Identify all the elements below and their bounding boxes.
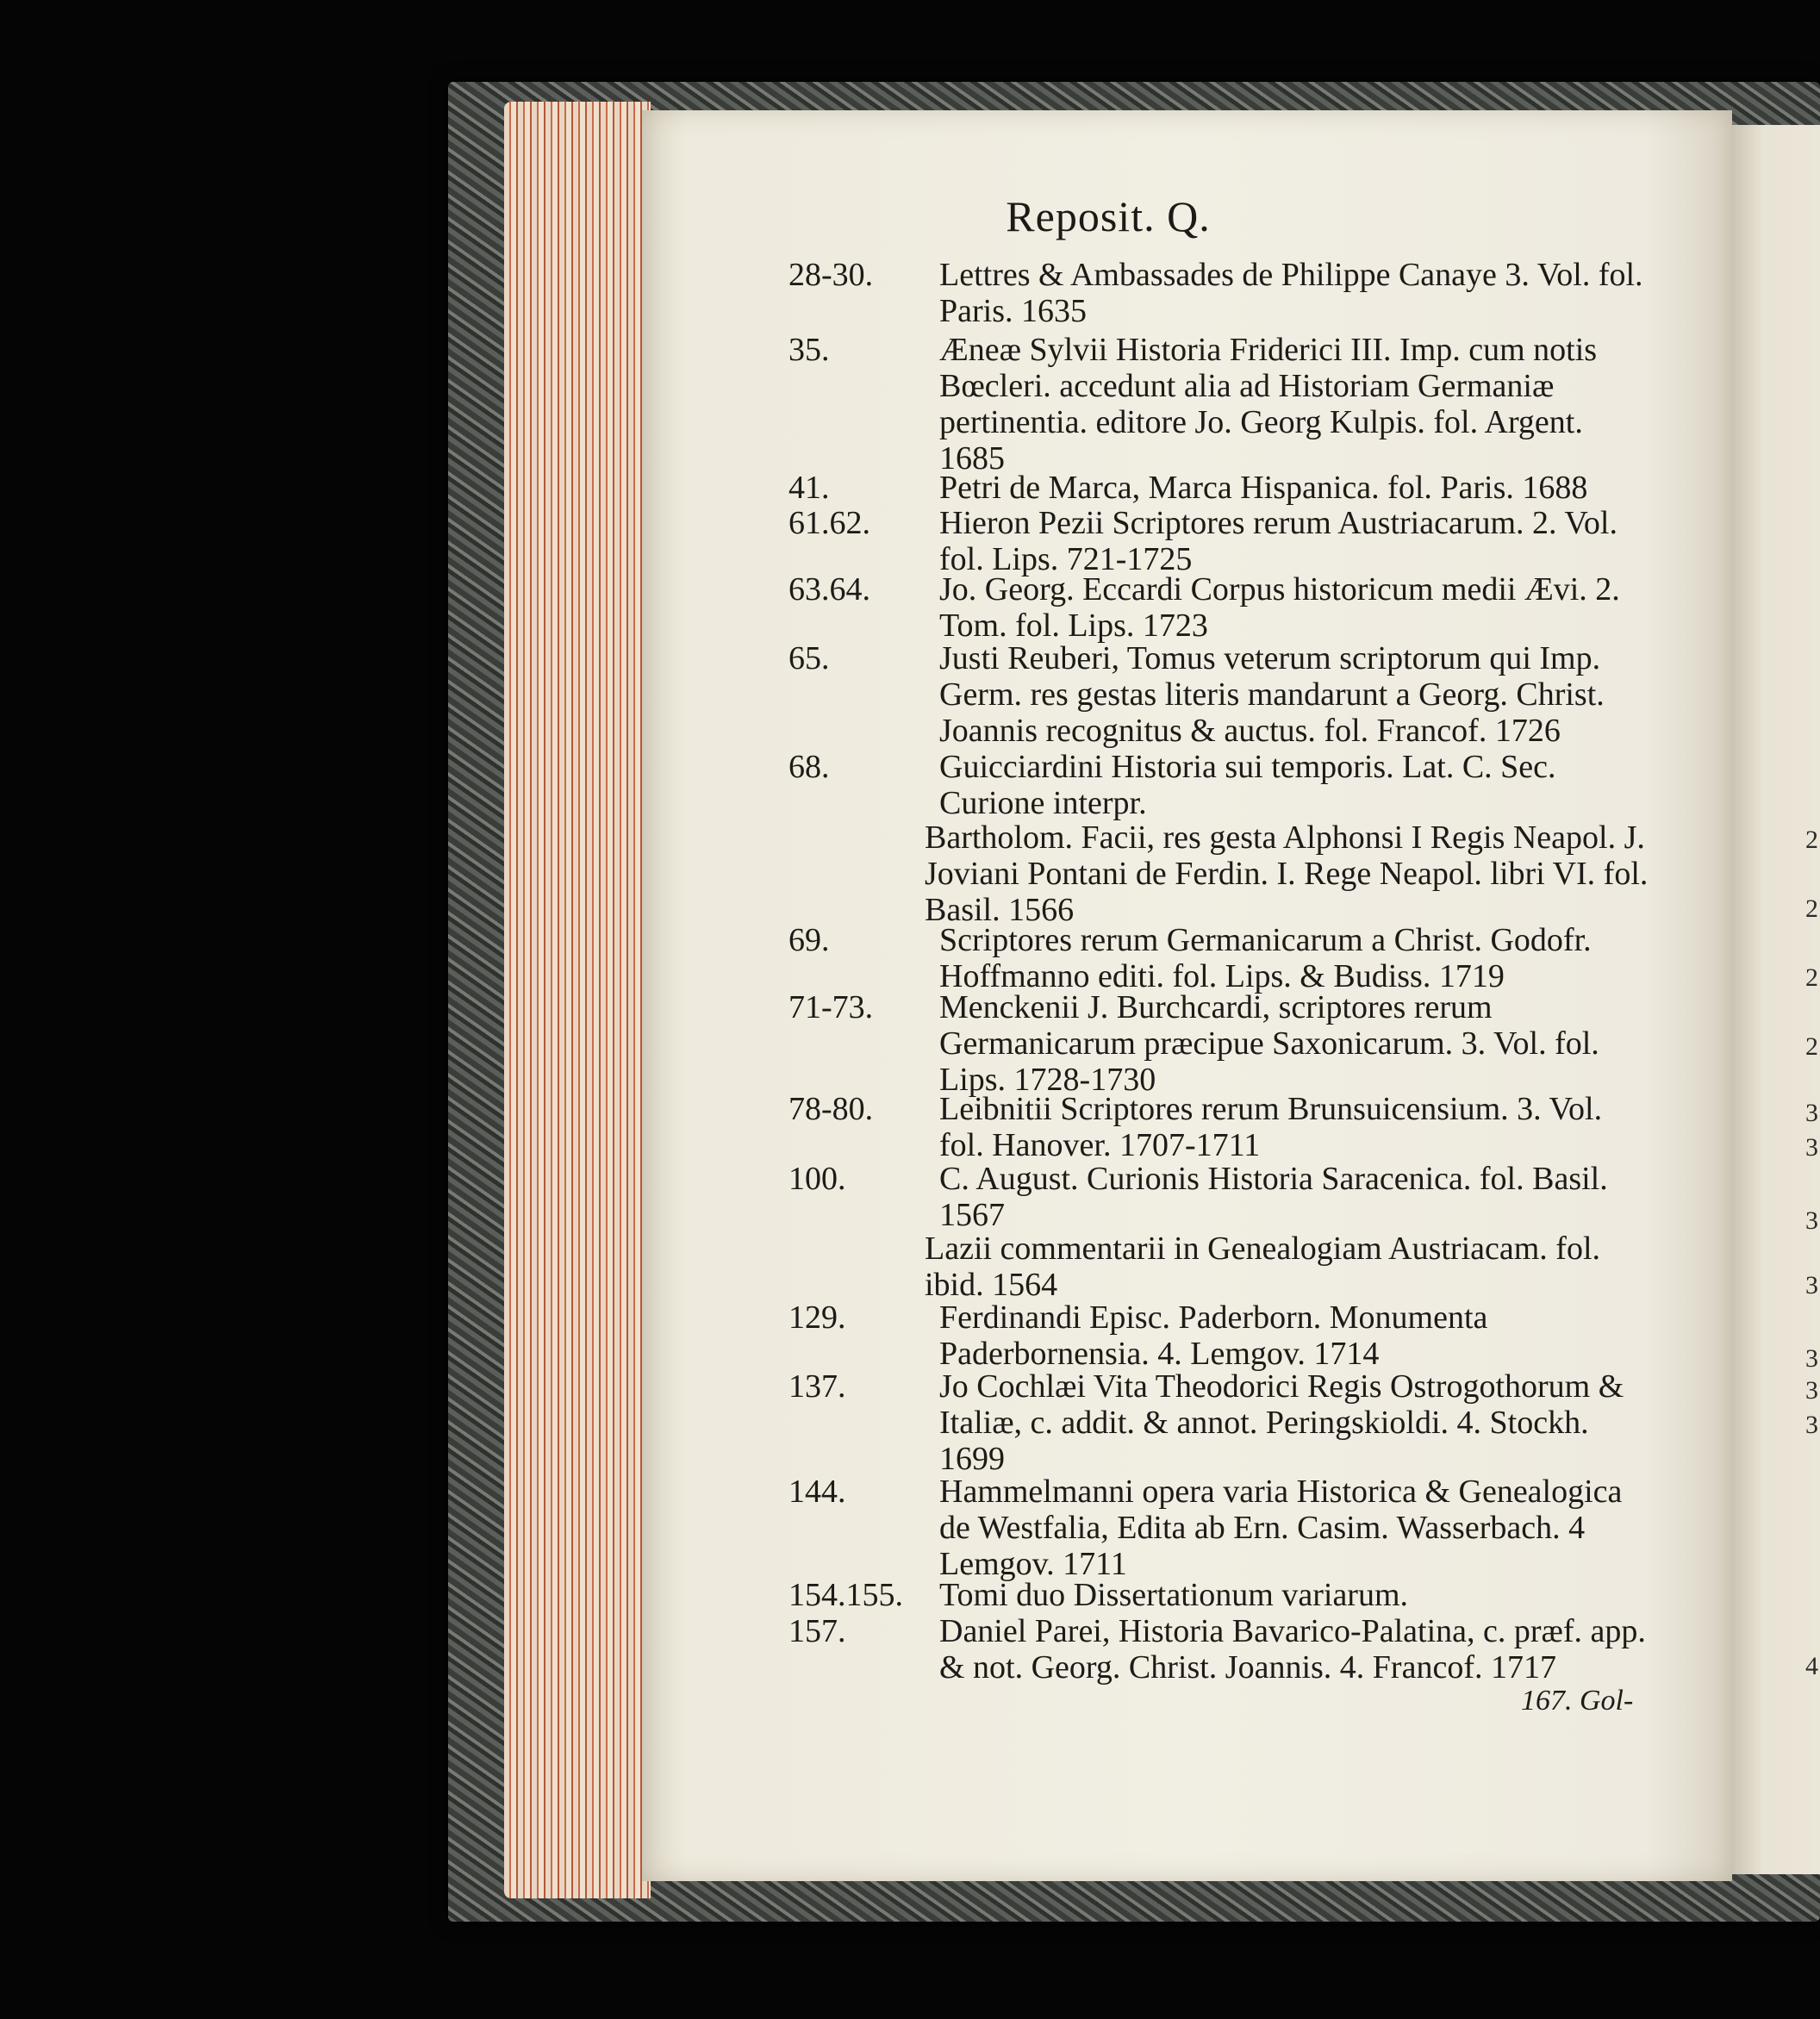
page-edges [504, 102, 651, 1898]
shelf-number: 63.64. [788, 571, 870, 608]
facing-page-strip [1732, 125, 1820, 1874]
facing-page-number: 3 [1805, 1099, 1818, 1127]
entry-text: C. August. Curionis Historia Saracenica. fol. Basil. 1567 [939, 1161, 1608, 1233]
entry-text: Lazii commentarii in Genealogiam Austriacam. fol. ibid. 1564 [925, 1231, 1601, 1303]
catalog-entry [788, 257, 1655, 329]
facing-page-number: 2 [1805, 894, 1818, 923]
entry-text: Menckenii J. Burchcardi, scriptores rerum Germanicarum præcipue Saxonicarum. 3. Vol. fol. Lips. 1728-1730 [939, 989, 1599, 1098]
facing-page-number: 3 [1805, 1206, 1818, 1235]
catalog-entry [788, 1474, 1655, 1582]
shelf-number: 28-30. [788, 257, 874, 293]
shelf-number: 129. [788, 1299, 846, 1336]
shelf-number: 71-73. [788, 989, 874, 1025]
entry-text: Tomi duo Dissertationum variarum. [939, 1577, 1409, 1613]
shelf-number: 157. [788, 1613, 846, 1649]
shelf-number: 35. [788, 332, 830, 368]
catalog-entry [788, 1299, 1655, 1372]
shelf-number: 69. [788, 922, 830, 958]
entry-text: Guicciardini Historia sui temporis. Lat. C. Sec. Curione interpr. [939, 749, 1556, 821]
entry-text: Æneæ Sylvii Historia Friderici III. Imp. cum notis Bœcleri. accedunt alia ad Historiam Germaniæ pertinentia. editore Jo. Georg Kulpis. fol. Argent. 1685 [939, 332, 1598, 477]
entry-text: Jo. Georg. Eccardi Corpus historicum medii Ævi. 2. Tom. fol. Lips. 1723 [939, 571, 1620, 644]
entry-text: Scriptores rerum Germanicarum a Christ. Godofr. Hoffmanno editi. fol. Lips. & Budiss. 1719 [939, 922, 1592, 994]
entry-text: Ferdinandi Episc. Paderborn. Monumenta Paderbornensia. 4. Lemgov. 1714 [939, 1299, 1488, 1372]
catalog-entry [788, 989, 1655, 1098]
shelf-number: 154.155. [788, 1577, 903, 1613]
entry-text: Justi Reuberi, Tomus veterum scriptorum qui Imp. Germ. res gestas literis mandarunt a Georg. Christ. Joannis recognitus & auctus. fol. Francof. 1726 [939, 640, 1605, 749]
catalog-entry [788, 640, 1655, 749]
facing-page-number: 2 [1805, 963, 1818, 992]
shelf-number: 144. [788, 1474, 846, 1510]
catalog-entry [788, 1161, 1655, 1233]
facing-page-number: 3 [1805, 1133, 1818, 1162]
page-title: Reposit. Q. [1006, 192, 1211, 240]
catalog-entry [788, 332, 1655, 477]
entry-text: Jo Cochlæi Vita Theodorici Regis Ostrogothorum & Italiæ, c. addit. & annot. Peringskioldi. 4. Stockh. 1699 [939, 1368, 1624, 1477]
catalog-entry [788, 1091, 1655, 1163]
shelf-number: 100. [788, 1161, 846, 1197]
facing-page-number: 2 [1805, 1032, 1818, 1061]
catchword: 167. Gol- [1521, 1685, 1634, 1717]
catalog-entry [788, 571, 1655, 644]
entry-text: Hieron Pezii Scriptores rerum Austriacarum. 2. Vol. fol. Lips. 721-1725 [939, 505, 1617, 577]
shelf-number: 65. [788, 640, 830, 676]
facing-page-number: 3 [1805, 1411, 1818, 1439]
catalog-entry [788, 470, 1655, 506]
entry-text: Bartholom. Facii, res gesta Alphonsi I Regis Neapol. J. Joviani Pontani de Ferdin. I. Rege Neapol. libri VI. fol. Basil. 1566 [925, 819, 1649, 928]
facing-page-number: 3 [1805, 1271, 1818, 1299]
catalog-entry [810, 819, 1655, 928]
facing-page-number: 3 [1805, 1376, 1818, 1405]
facing-page-number: 3 [1805, 1344, 1818, 1373]
catalog-entry [788, 505, 1655, 577]
facing-page-number: 4 [1805, 1652, 1818, 1680]
entry-text: Leibnitii Scriptores rerum Brunsuicensium. 3. Vol. fol. Hanover. 1707-1711 [939, 1091, 1603, 1163]
shelf-number: 41. [788, 470, 830, 506]
facing-page-number: 2 [1805, 826, 1818, 854]
shelf-number: 78-80. [788, 1091, 874, 1127]
shelf-number: 68. [788, 749, 830, 785]
shelf-number: 137. [788, 1368, 846, 1405]
entry-text: Daniel Parei, Historia Bavarico-Palatina, c. præf. app. & not. Georg. Christ. Joannis. 4. Francof. 1717 [939, 1613, 1646, 1686]
catalog-entry [788, 922, 1655, 994]
catalog-entry [788, 749, 1655, 821]
shelf-number: 61.62. [788, 505, 870, 541]
catalog-entry [788, 1613, 1655, 1686]
catalog-entry [810, 1231, 1655, 1303]
entry-text: Petri de Marca, Marca Hispanica. fol. Paris. 1688 [939, 470, 1588, 506]
catalog-entry [788, 1577, 1655, 1613]
entry-text: Lettres & Ambassades de Philippe Canaye 3. Vol. fol. Paris. 1635 [939, 257, 1643, 329]
catalog-entry [788, 1368, 1655, 1477]
entry-text: Hammelmanni opera varia Historica & Genealogica de Westfalia, Edita ab Ern. Casim. Wasserbach. 4 Lemgov. 1711 [939, 1474, 1623, 1582]
